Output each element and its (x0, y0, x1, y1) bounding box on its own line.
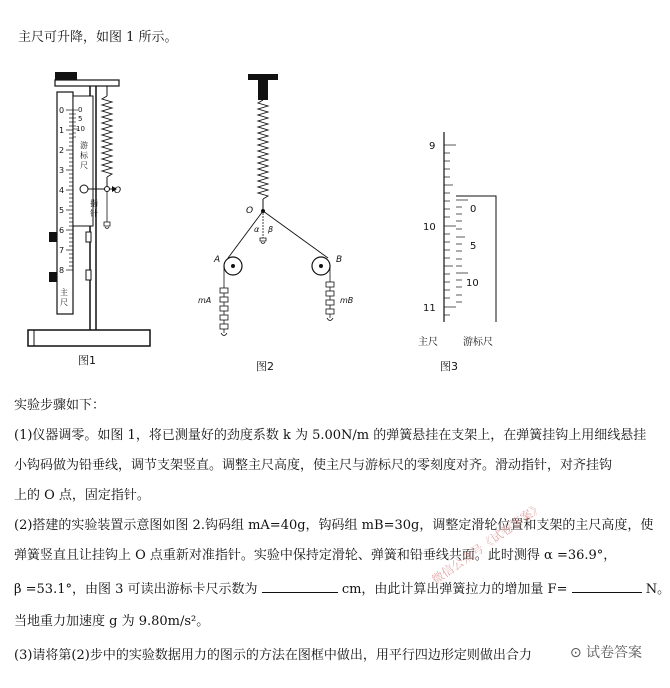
para1-line3: 上的 O 点，固定指针。 (14, 488, 150, 503)
main-label-1: 主 (60, 288, 68, 297)
force-blank[interactable] (572, 580, 642, 593)
fig3-caption: 图3 (440, 360, 458, 373)
para1-line1: (1)仪器调零。如图 1，将已测量好的劲度系数 k 为 5.00N/m 的弹簧悬挂在支架上，在弹簧挂钩上用细线悬挂 (14, 428, 647, 443)
vernier-label-1: 游 (80, 141, 88, 150)
force-text: cm，由此计算出弹簧拉力的增加量 F= (341, 582, 568, 597)
point-o-label: O (114, 186, 122, 196)
main-tick-8: 8 (59, 266, 65, 275)
para1-line2: 小钩码做为铅垂线，调节支架竖直。调整主尺高度，使主尺与游标尺的零刻度对齐。滑动指针，对齐挂钩 (14, 458, 613, 473)
fig3-main-tick-9: 9 (429, 141, 436, 152)
beta-value-text: β =53.1°，由图 3 可读出游标卡尺示数为 (14, 582, 258, 597)
pointer-label-1: 指 (90, 199, 98, 208)
intro-line: 主尺可升降，如图 1 所示。 (18, 30, 178, 45)
fig3-vernier-tick-10: 10 (466, 278, 479, 289)
main-tick-5: 5 (59, 206, 65, 215)
para2-line4: 当地重力加速度 g 为 9.80m/s²。 (14, 614, 210, 629)
fig2-caption: 图2 (256, 360, 274, 373)
vernier-tick-5: 5 (78, 115, 83, 123)
para2-line1: (2)搭建的实验装置示意图如图 2.钩码组 mA=40g，钩码组 mB=30g，调整定滑轮位置和支架的主尺高度，使 (14, 518, 654, 533)
main-tick-2: 2 (59, 146, 65, 155)
brand-text: 试卷答案 (586, 645, 642, 661)
main-tick-1: 1 (59, 126, 65, 135)
vernier-reading-blank[interactable] (262, 580, 338, 593)
main-tick-6: 6 (59, 226, 65, 235)
watermark: 微信公众号《试卷答案》 (429, 499, 546, 588)
fig3-vernier-tick-5: 5 (470, 241, 477, 252)
main-tick-4: 4 (59, 186, 65, 195)
beta-label: β (268, 225, 274, 234)
label-a: A (214, 255, 221, 265)
label-b: B (336, 255, 343, 265)
fig3-main-tick-10: 10 (423, 222, 436, 233)
para3-line1: (3)请将第(2)步中的实验数据用力的图示的方法在图框中做出，用平行四边形定则做出合力 (14, 648, 532, 663)
para2-line2: 弹簧竖直且让挂钩上 O 点重新对准指针。实验中保持定滑轮、弹簧和铅垂线共面。此时测得 α =36.9°， (14, 548, 617, 563)
fig3-main-tick-11: 11 (423, 303, 436, 314)
pointer-label-2: 针 (90, 209, 98, 218)
fig3-main-label: 主尺 (418, 337, 438, 348)
fig1-caption: 图1 (78, 354, 96, 367)
newton-unit: N。 (645, 582, 670, 597)
steps-title: 实验步骤如下： (14, 398, 106, 413)
main-tick-0: 0 (59, 106, 65, 115)
label-mb: mB (340, 296, 354, 305)
brand-badge (570, 642, 642, 662)
vernier-label-3: 尺 (80, 161, 88, 170)
fig2-o-label: O (246, 206, 254, 216)
fig3-vernier-label: 游标尺 (463, 337, 493, 348)
label-ma: mA (198, 296, 212, 305)
fig3-vernier-tick-0: 0 (470, 204, 477, 215)
para2-line3 (14, 580, 670, 598)
vernier-label-2: 标 (80, 151, 88, 160)
main-label-2: 尺 (60, 298, 68, 307)
main-tick-7: 7 (59, 246, 65, 255)
vernier-tick-0: 0 (78, 106, 83, 114)
main-tick-3: 3 (59, 166, 65, 175)
alpha-label: α (254, 225, 260, 234)
brand-icon: ⊙ (569, 645, 586, 661)
vernier-tick-10: 10 (76, 125, 85, 133)
